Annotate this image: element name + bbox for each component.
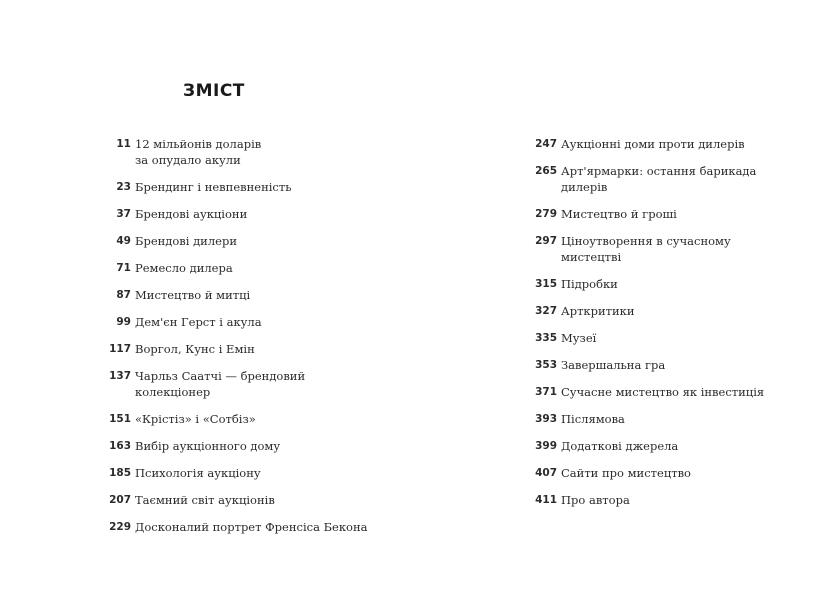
toc-page-number: 71 — [116, 262, 131, 274]
toc-page-number: 335 — [535, 332, 557, 344]
toc-page-number: 207 — [109, 494, 131, 506]
toc-entry[interactable] — [530, 357, 821, 373]
toc-page-number: 117 — [109, 343, 131, 355]
toc-entry[interactable] — [530, 465, 821, 481]
toc-chapter-title: Арткритики — [561, 304, 635, 318]
toc-page-number: 265 — [535, 165, 557, 177]
toc-chapter-title: Сучасне мистецтво як інвестиція — [561, 385, 765, 399]
toc-chapter-title: Додаткові джерела — [561, 439, 679, 453]
toc-chapter-title: Музеї — [561, 331, 597, 345]
toc-page-number: 229 — [109, 521, 131, 533]
toc-chapter-title: Психологія аукціону — [135, 466, 261, 480]
toc-entry[interactable] — [104, 341, 395, 357]
toc-entry[interactable] — [104, 179, 395, 195]
toc-chapter-title: Ціноутворення в сучасному мистецтві — [561, 234, 731, 264]
toc-chapter-title: Аукціонні доми проти дилерів — [561, 137, 745, 151]
toc-left-column — [104, 136, 395, 546]
toc-entry[interactable] — [530, 233, 821, 265]
toc-page-number: 247 — [535, 138, 557, 150]
toc-entry[interactable] — [530, 438, 821, 454]
toc-chapter-title: Дем'єн Герст і акула — [135, 315, 262, 329]
toc-page-number: 353 — [535, 359, 557, 371]
toc-entry[interactable] — [530, 276, 821, 292]
toc-chapter-title: Післямова — [561, 412, 625, 426]
toc-chapter-title: Вибір аукціонного дому — [135, 439, 281, 453]
toc-chapter-title: Завершальна гра — [561, 358, 666, 372]
toc-page-number: 23 — [116, 181, 131, 193]
toc-chapter-title: Ремесло дилера — [135, 261, 233, 275]
toc-entry[interactable] — [104, 136, 395, 168]
toc-entry[interactable] — [104, 314, 395, 330]
toc-chapter-title: Воргол, Кунс і Емін — [135, 342, 255, 356]
toc-entry[interactable] — [104, 411, 395, 427]
toc-page-number: 99 — [116, 316, 131, 328]
toc-chapter-title: «Крістіз» і «Сотбіз» — [135, 412, 256, 426]
toc-page-number: 371 — [535, 386, 557, 398]
toc-chapter-title: Про автора — [561, 493, 630, 507]
toc-chapter-title: Підробки — [561, 277, 618, 291]
toc-entry[interactable] — [104, 519, 395, 535]
toc-page-number: 399 — [535, 440, 557, 452]
toc-chapter-title: Таємний світ аукціонів — [135, 493, 275, 507]
toc-page-number: 185 — [109, 467, 131, 479]
toc-chapter-title: Брендові дилери — [135, 234, 237, 248]
toc-entry[interactable] — [530, 330, 821, 346]
toc-page-number: 411 — [535, 494, 557, 506]
toc-page-number: 327 — [535, 305, 557, 317]
toc-chapter-title: Чарльз Саатчі — брендовий колекціонер — [135, 369, 306, 399]
toc-chapter-title: Брендинг і невпевненість — [135, 180, 292, 194]
toc-entry[interactable] — [530, 411, 821, 427]
toc-entry[interactable] — [530, 206, 821, 222]
toc-page-number: 11 — [116, 138, 131, 150]
toc-entry[interactable] — [104, 438, 395, 454]
toc-entry[interactable] — [104, 287, 395, 303]
toc-chapter-title: Мистецтво й гроші — [561, 207, 677, 221]
toc-page-number: 37 — [116, 208, 131, 220]
toc-chapter-title: Досконалий портрет Френсіса Бекона — [135, 520, 368, 534]
toc-entry[interactable] — [104, 465, 395, 481]
toc-entry[interactable] — [104, 260, 395, 276]
toc-right-column — [530, 136, 821, 519]
toc-page-number: 151 — [109, 413, 131, 425]
toc-chapter-title: Мистецтво й митці — [135, 288, 251, 302]
toc-chapter-title: Сайти про мистецтво — [561, 466, 691, 480]
toc-entry[interactable] — [530, 492, 821, 508]
toc-page-number: 87 — [116, 289, 131, 301]
toc-page-number: 279 — [535, 208, 557, 220]
toc-entry[interactable] — [104, 206, 395, 222]
toc-entry[interactable] — [104, 368, 395, 400]
toc-page-number: 163 — [109, 440, 131, 452]
toc-chapter-title: Арт'ярмарки: остання барикада дилерів — [561, 164, 757, 194]
toc-page-number: 407 — [535, 467, 557, 479]
toc-entry[interactable] — [104, 492, 395, 508]
toc-entry[interactable] — [530, 163, 821, 195]
toc-entry[interactable] — [530, 384, 821, 400]
toc-page-number: 297 — [535, 235, 557, 247]
toc-chapter-title: Брендові аукціони — [135, 207, 248, 221]
toc-entry[interactable] — [104, 233, 395, 249]
toc-page-number: 49 — [116, 235, 131, 247]
page-title: ЗМІСТ — [183, 81, 245, 101]
toc-page-number: 315 — [535, 278, 557, 290]
toc-page-number: 137 — [109, 370, 131, 382]
toc-entry[interactable] — [530, 303, 821, 319]
toc-entry[interactable] — [530, 136, 821, 152]
toc-page-number: 393 — [535, 413, 557, 425]
toc-chapter-title: 12 мільйонів доларів за опудало акули — [135, 137, 262, 167]
